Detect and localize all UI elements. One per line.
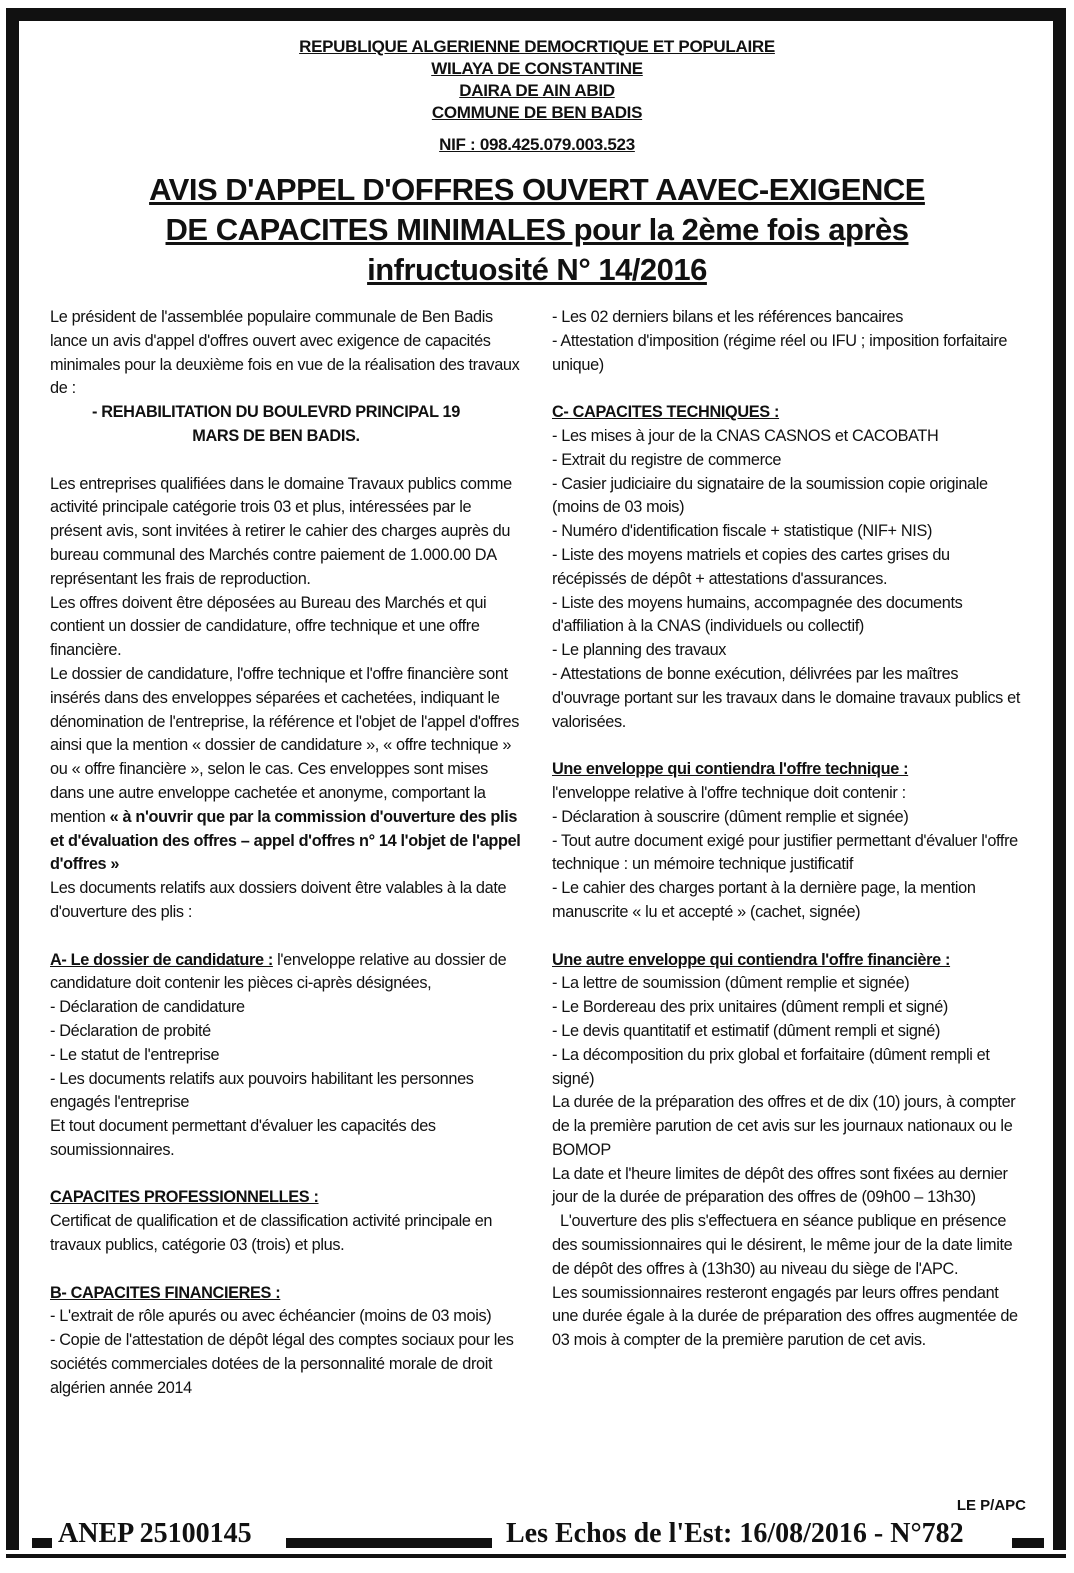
list-item: - Les documents relatifs aux pouvoirs habilitant les personnes engagés l'entreprise	[50, 1069, 474, 1112]
footer-bar-left	[32, 1538, 52, 1548]
project-title: - REHABILITATION DU BOULEVRD PRINCIPAL 19 MARS DE BEN BADIS.	[92, 403, 460, 445]
submission-paragraph: Les offres doivent être déposées au Bureau des Marchés et qui contient un dossier de candidature, offre technique et une offre financière.	[50, 593, 487, 660]
title-line-3: infructuosité N° 14/2016	[367, 252, 707, 287]
list-item: - Copie de l'attestation de dépôt légal des comptes sociaux pour les sociétés commerciales dotées de la personnalité morale de droit algérien année 2014	[50, 1331, 514, 1397]
list-item: - Extrait du registre de commerce	[552, 450, 782, 469]
list-item: - Déclaration de candidature	[50, 998, 245, 1017]
list-item: - Liste des moyens matriels et copies des cartes grises du récépissés de dépôt + attestations d'assurances.	[552, 545, 950, 588]
technical-offer-intro: l'enveloppe relative à l'offre technique doit contenir :	[552, 783, 906, 802]
journal-reference: Les Echos de l'Est: 16/08/2016 - N°782	[506, 1518, 964, 1549]
preparation-duration-paragraph: La durée de la préparation des offres et de dix (10) jours, à compter de la première parution de cet avis sur les journaux nationaux ou le BOMOP	[552, 1093, 1016, 1159]
list-item: - Déclaration à souscrire (dûment remplie et signée)	[552, 807, 909, 826]
list-item: - La lettre de soumission (dûment remplie et signée)	[552, 974, 910, 993]
deadline-paragraph: La date et l'heure limites de dépôt des offres sont fixées au dernier jour de la durée de préparation des offres de (09h00 – 13h30)	[552, 1164, 1008, 1207]
envelope-text: Le dossier de candidature, l'offre technique et l'offre financière sont insérés dans des enveloppes séparées et cachetées, indiquant le dénomination de l'entreprise, la référence et l'objet de l'appel d'offres ainsi que la mention « dossier de candidature », « offre technique » ou « offre financière », selon le cas. Ces enveloppes sont mises dans une autre enveloppe cachetée et anonyme, comportant la mention	[50, 664, 520, 826]
footer-bar-middle	[286, 1538, 492, 1548]
left-column	[50, 306, 522, 1401]
list-item: - Numéro d'identification fiscale + statistique (NIF+ NIS)	[552, 522, 933, 541]
section-a	[50, 949, 522, 997]
validity-paragraph: Les documents relatifs aux dossiers doivent être valables à la date d'ouverture des plis :	[50, 879, 507, 921]
list-item: - L'extrait de rôle apurés ou avec échéancier (moins de 03 mois)	[50, 1307, 492, 1326]
section-a-text: l'enveloppe relative au dossier de candidature doit contenir les pièces ci-après désignées,	[50, 950, 507, 993]
header	[0, 36, 1074, 156]
envelope-paragraph	[50, 663, 522, 877]
header-wilaya: WILAYA DE CONSTANTINE	[431, 59, 643, 78]
section-a-closing: Et tout document permettant d'évaluer les capacités des soumissionnaires.	[50, 1117, 436, 1159]
list-item: - Tout autre document exigé pour justifier permettant d'évaluer l'offre technique : un mémoire technique justificatif	[552, 831, 1018, 874]
list-item: - Le cahier des charges portant à la dernière page, la mention manuscrite « lu et accepté » (cachet, signée)	[552, 879, 976, 921]
list-item: - Attestations de bonne exécution, délivrées par les maîtres d'ouvrage portant sur les travaux dans le domaine travaux publics et valorisées.	[552, 664, 1021, 731]
list-item: - Le planning des travaux	[552, 641, 727, 660]
header-republic: REPUBLIQUE ALGERIENNE DEMOCRTIQUE ET POPULAIRE	[299, 37, 775, 56]
professional-capacities-heading: CAPACITES PROFESSIONNELLES :	[50, 1188, 319, 1207]
header-commune: COMMUNE DE BEN BADIS	[431, 103, 643, 122]
opening-paragraph: L'ouverture des plis s'effectuera en séance publique en présence des soumissionnaires qui le désirent, le même jour de la date limite de dépôt des offres à (13h30) au niveau du siège de l'APC.	[552, 1212, 1013, 1278]
list-item: - Déclaration de probité	[50, 1021, 211, 1040]
section-a-heading: A- Le dossier de candidature :	[50, 950, 273, 969]
list-item: - Attestation d'imposition (régime réel ou IFU ; imposition forfaitaire unique)	[552, 331, 1008, 374]
footer-bar-right	[1012, 1538, 1044, 1548]
title-line-2: DE CAPACITES MINIMALES pour la 2ème fois après	[165, 212, 909, 247]
list-item: - Les 02 derniers bilans et les références bancaires	[552, 308, 904, 326]
bottom-rule	[6, 1554, 1066, 1558]
signature: LE P/APC	[956, 1497, 1026, 1514]
envelope-mention: « à n'ouvrir que par la commission d'ouverture des plis et d'évaluation des offres – appel d'offres n° 14 l'objet de l'appel d'offres »	[50, 807, 521, 874]
commitment-paragraph: Les soumissionnaires resteront engagés par leurs offres pendant une durée égale à la durée de préparation des offres augmentée de 03 mois à compter de la première parution de cet avis.	[552, 1283, 1018, 1350]
notice-title	[0, 170, 1074, 290]
footer	[0, 1512, 1074, 1552]
right-column	[552, 306, 1024, 1353]
technical-offer-heading: Une enveloppe qui contiendra l'offre technique :	[552, 760, 909, 779]
header-nif: NIF : 098.425.079.003.523	[439, 135, 635, 154]
list-item: - Les mises à jour de la CNAS CASNOS et CACOBATH	[552, 426, 939, 445]
list-item: - La décomposition du prix global et forfaitaire (dûment rempli et signé)	[552, 1045, 990, 1088]
eligibility-paragraph: Les entreprises qualifiées dans le domaine Travaux publics comme activité principale catégorie trois 03 et plus, intéressées par le présent avis, sont invitées à retirer le cahier des charges auprès du bureau communal des Marchés contre paiement de 1.000.00 DA représentant les frais de reproduction.	[50, 474, 512, 588]
intro-paragraph: Le président de l'assemblée populaire communale de Ben Badis lance un avis d'appel d'offres ouvert avec exigence de capacités minimales pour la deuxième fois en vue de la réalisation des travaux de :	[50, 308, 520, 398]
professional-capacities-text: Certificat de qualification et de classification activité principale en travaux publics, catégorie 03 (trois) et plus.	[50, 1212, 493, 1255]
list-item: - Le devis quantitatif et estimatif (dûment rempli et signé)	[552, 1021, 941, 1040]
list-item: - Liste des moyens humains, accompagnée des documents d'affiliation à la CNAS (individuels ou collectif)	[552, 593, 963, 636]
financial-offer-heading: Une autre enveloppe qui contiendra l'offre financière :	[552, 950, 951, 969]
anep-reference: ANEP 25100145	[58, 1518, 252, 1549]
header-daira: DAIRA DE AIN ABID	[459, 81, 615, 100]
list-item: - Le statut de l'entreprise	[50, 1045, 220, 1064]
technical-capacities-heading: C- CAPACITES TECHNIQUES :	[552, 403, 780, 422]
list-item: - Le Bordereau des prix unitaires (dûment rempli et signé)	[552, 998, 948, 1017]
financial-capacities-heading: B- CAPACITES FINANCIERES :	[50, 1283, 281, 1302]
title-line-1: AVIS D'APPEL D'OFFRES OUVERT AAVEC-EXIGENCE	[149, 172, 925, 207]
list-item: - Casier judiciaire du signataire de la soumission copie originale (moins de 03 mois)	[552, 474, 988, 517]
